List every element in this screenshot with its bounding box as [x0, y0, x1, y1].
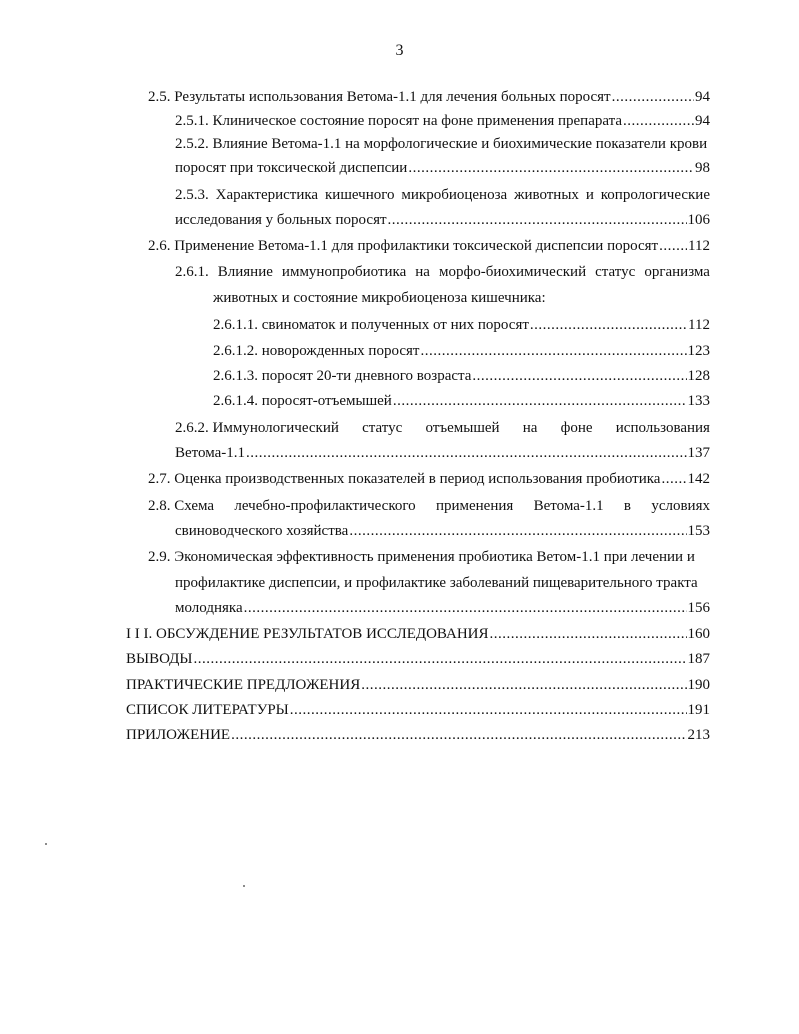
toc-entry-2-6-1-line1: 2.6.1. Влияние иммунопробиотика на морфо-биохимический статус организма [175, 264, 710, 280]
toc-entry-2-9-line2: профилактике диспепсии, и профилактике заболеваний пищеварительного тракта [175, 575, 698, 591]
toc-entry-2-8-line2: свиноводческого хозяйства ..... 153 [175, 520, 710, 542]
toc-entry-2-6-2-line1: 2.6.2. Иммунологический статус отъемышей на фоне использования [175, 420, 710, 436]
toc-entry-2-7: 2.7. Оценка производственных показателей в период использования пробиотика ..... 142 [148, 468, 710, 490]
toc-entry-appendix: ПРИЛОЖЕНИЕ ..... 213 [126, 724, 710, 746]
toc-entry-2-6: 2.6. Применение Ветома-1.1 для профилактики токсической диспепсии поросят ..... 112 [148, 235, 710, 257]
toc-entry-2-5-2-line1: 2.5.2. Влияние Ветома-1.1 на морфологические и биохимические показатели крови [175, 136, 708, 152]
toc-entry-2-9-line3: молодняка ..... 156 [175, 597, 710, 619]
toc-entry-2-5-3-line1: 2.5.3. Характеристика кишечного микробиоценоза животных и копрологические [175, 187, 710, 203]
toc-entry-chapter-3: I I I. ОБСУЖДЕНИЕ РЕЗУЛЬТАТОВ ИССЛЕДОВАНИЯ ..... 160 [126, 623, 710, 645]
toc-entry-conclusions: ВЫВОДЫ ..... 187 [126, 648, 710, 670]
toc-entry-2-6-1-2: 2.6.1.2. новорожденных поросят ..... 123 [213, 340, 710, 362]
toc-entry-2-5: 2.5. Результаты использования Ветома-1.1 для лечения больных поросят ..... 94 [148, 86, 710, 108]
scan-speck [243, 885, 245, 887]
toc-entry-2-6-2-line2: Ветома-1.1 ..... 137 [175, 442, 710, 464]
toc-entry-2-6-1-4: 2.6.1.4. поросят-отъемышей ..... 133 [213, 390, 710, 412]
toc-entry-2-5-2-line2: поросят при токсической диспепсии ..... 98 [175, 157, 710, 179]
toc-entry-practical-suggestions: ПРАКТИЧЕСКИЕ ПРЕДЛОЖЕНИЯ ..... 190 [126, 674, 710, 696]
toc-entry-2-8-line1: 2.8. Схема лечебно-профилактического применения Ветома-1.1 в условиях [148, 498, 710, 514]
toc-entry-2-9-line1: 2.9. Экономическая эффективность применения пробиотика Ветом-1.1 при лечении и [148, 549, 695, 565]
toc-entry-2-6-1-line2: животных и состояние микробиоценоза кишечника: [213, 290, 546, 306]
toc-entry-2-6-1-3: 2.6.1.3. поросят 20-ти дневного возраста ..... 128 [213, 365, 710, 387]
toc-entry-2-5-3-line2: исследования у больных поросят ..... 106 [175, 209, 710, 231]
page-number: 3 [395, 42, 404, 59]
scan-speck [45, 843, 47, 845]
toc-entry-2-5-1: 2.5.1. Клиническое состояние поросят на фоне применения препарата ..... 94 [175, 110, 710, 132]
toc-entry-2-6-1-1: 2.6.1.1. свиноматок и полученных от них поросят ..... 112 [213, 314, 710, 336]
toc-entry-references: СПИСОК ЛИТЕРАТУРЫ ..... 191 [126, 699, 710, 721]
